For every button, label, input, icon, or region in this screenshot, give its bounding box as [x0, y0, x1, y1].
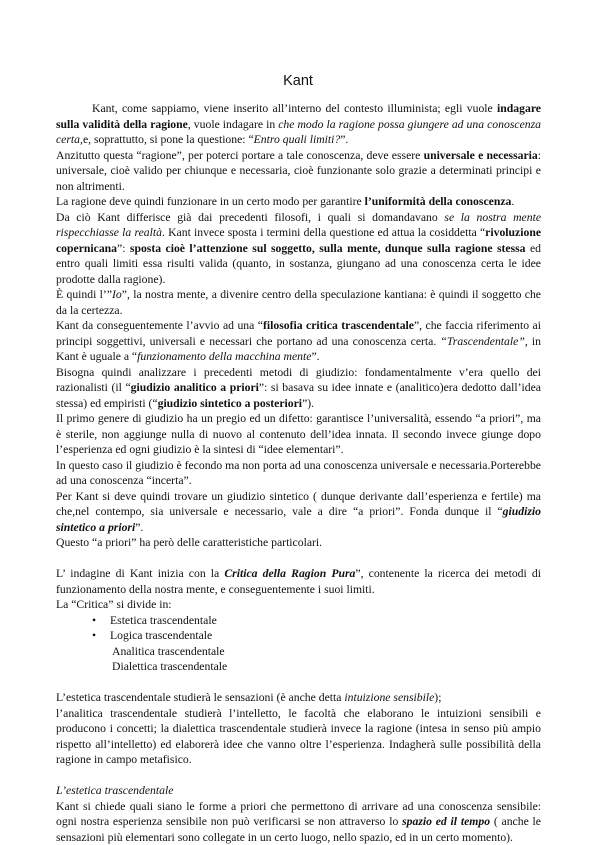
- bold-text: indagare sulla validità della ragione: [56, 102, 541, 131]
- section-heading: [56, 783, 541, 799]
- text-run: Bisogna quindi analizzare i precedenti metodi di giudizio: fondamentalmente v’era quello dei razionalisti (il “: [56, 366, 541, 395]
- bold-text: rivoluzione copernicana: [56, 226, 541, 255]
- text-run: ( anche le sensazioni più elementari sono collegate in un certo luogo, nello spazio, ed in un certo momento).: [56, 815, 541, 844]
- paragraph-ragione: [56, 148, 541, 195]
- bold-text: giudizio sintetico a posteriori: [158, 397, 302, 410]
- text-run: L’ indagine di Kant inizia con la: [56, 567, 224, 580]
- text-run: La ragione deve quindi funzionare in un certo modo per garantire: [56, 195, 365, 208]
- paragraph-divide: La “Critica” si divide in:: [56, 597, 541, 613]
- text-run: L’estetica trascendentale studierà le sensazioni (è anche detta: [56, 691, 344, 704]
- paragraph-critica: [56, 566, 541, 597]
- text-run: );: [434, 691, 441, 704]
- paragraph-filosofia-critica: [56, 318, 541, 365]
- bold-text: sposta cioè l’attenzione sul soggetto, sulla mente, dunque sulla ragione stessa: [130, 242, 526, 255]
- text-run: È quindi l’”: [56, 288, 112, 301]
- text-run: Kant, come sappiamo, viene inserito all’interno del contesto illuminista; egli vuole: [92, 102, 497, 115]
- bold-text: l’uniformità della conoscenza: [365, 195, 512, 208]
- text-run: , in Kant è uguale a “: [56, 335, 541, 364]
- italic-text: Entro quali limiti?: [254, 133, 341, 146]
- bold-italic-text: giudizio sintetico a priori: [56, 505, 541, 534]
- list-item: • Logica trascendentale: [92, 628, 541, 644]
- italic-text: intuizione sensibile: [344, 691, 434, 704]
- paragraph-fecondo: In questo caso il giudizio è fecondo ma non porta ad una conoscenza universale e necessaria.Porterebbe ad una conoscenza “incerta”.: [56, 458, 541, 489]
- bullet-list: [56, 613, 541, 644]
- document-body: [56, 101, 541, 845]
- paragraph-analitica: l’analitica trascendentale studierà l’intelletto, le facoltà che elaborano le intuizioni sensibili e producono i concetti; la dialettica trascendentale studierà invece la ragione (intesa in senso più ampio rispetto all’intelletto) ed elaborerà idee che vanno oltre l’esperienza. Indagherà sulle possibilità della ragione in campo metafisico.: [56, 706, 541, 768]
- text-run: . Kant invece sposta i termini della questione ed attua la cosiddetta “: [162, 226, 485, 239]
- text-run: ”, contenente la ricerca dei metodi di funzionamento della nostra mente, e conseguentemente i suoi limiti.: [56, 567, 541, 596]
- text-run: ”, che faccia riferimento ai principi soggettivi, universali e necessari che portano ad una conoscenza certa.: [56, 319, 541, 348]
- paragraph-intro: [56, 101, 541, 148]
- bold-italic-text: spazio ed il tempo: [402, 815, 490, 828]
- paragraph-sintetico-a-priori: [56, 489, 541, 536]
- italic-text: Io: [112, 288, 122, 301]
- text-run: ”.: [135, 521, 143, 534]
- spacer: [56, 675, 541, 691]
- text-run: , vuole indagare in: [188, 118, 278, 131]
- spacer: [56, 768, 541, 784]
- spacer: [56, 551, 541, 567]
- text-run: ”).: [302, 397, 314, 410]
- list-item: • Estetica trascendentale: [92, 613, 541, 629]
- text-run: ”: si basava su idee innate e (analitico)era dedotto dall’idea stessa) ed empiristi (“: [56, 381, 541, 410]
- text-run: ,e, soprattutto, si pone la questione: “: [80, 133, 254, 146]
- text-run: Per Kant si deve quindi trovare un giudizio sintetico ( dunque derivante dall’esperienza e fertile) ma che,nel contempo, sia universale e necessario, vale a dire “a priori”. Fonda dunque il “: [56, 490, 541, 519]
- italic-text: funzionamento della macchina mente: [137, 350, 311, 363]
- paragraph-estetica: [56, 690, 541, 706]
- bold-italic-text: Critica della Ragion Pura: [224, 567, 355, 580]
- text-run: Da ciò Kant differisce già dai precedenti filosofi, i quali si domandavano: [56, 211, 444, 224]
- text-run: Anzitutto questa “ragione”, per poterci portare a tale conoscenza, deve essere: [56, 149, 424, 162]
- paragraph-uniformita: [56, 194, 541, 210]
- text-run: ”.: [340, 133, 348, 146]
- paragraph-spazio-tempo: [56, 799, 541, 845]
- bold-text: filosofia critica trascendentale: [263, 319, 414, 332]
- text-run: .: [511, 195, 514, 208]
- paragraph-primo-genere: Il primo genere di giudizio ha un pregio ed un difetto: garantisce l’universalità, essendo “a priori”, ma è sterile, non aggiunge nulla di nuovo al contenuto dell’idea innata. Il secondo invece giunge dopo l’esperienza ed ogni giudizio è la sintesi di “idee elementari”.: [56, 411, 541, 458]
- text-run: : universale, cioè valido per chiunque e necessaria, cioè funzionante solo grazie a determinati principi e non altrimenti.: [56, 149, 541, 193]
- sub-list-item: Analitica trascendentale: [56, 644, 541, 660]
- text-run: Kant da conseguentemente l’avvio ad una “: [56, 319, 263, 332]
- bold-text: giudizio analitico a priori: [131, 381, 259, 394]
- italic-text: “Trascendentale”: [440, 335, 524, 348]
- italic-text: che modo la ragione possa giungere ad una conoscenza certa: [56, 118, 541, 147]
- italic-text: L’estetica trascendentale: [56, 784, 173, 797]
- text-run: ”.: [311, 350, 319, 363]
- italic-text: se la nostra mente rispecchiasse la realtà: [56, 211, 541, 240]
- paragraph-io: [56, 287, 541, 318]
- bold-text: universale e necessaria: [424, 149, 538, 162]
- paragraph-a-priori: Questo “a priori” ha però delle caratteristiche particolari.: [56, 535, 541, 551]
- text-run: ed entro quali limiti essa risulti valida (quanto, in sostanza, giungano ad una conoscenza certa le idee prodotte dalla ragione).: [56, 242, 541, 286]
- text-run: ”, la nostra mente, a divenire centro della speculazione kantiana: è quindi il soggetto che da la certezza.: [56, 288, 541, 317]
- text-run: ”:: [117, 242, 130, 255]
- text-run: Kant si chiede quali siano le forme a priori che permettono di arrivare ad una conoscenza sensibile: ogni nostra esperienza sensibile non può verificarsi se non attraverso lo: [56, 800, 541, 829]
- paragraph-giudizi: [56, 365, 541, 412]
- sub-list-item: Dialettica trascendentale: [56, 659, 541, 675]
- page-title: Kant: [0, 73, 596, 90]
- paragraph-rivoluzione: [56, 210, 541, 288]
